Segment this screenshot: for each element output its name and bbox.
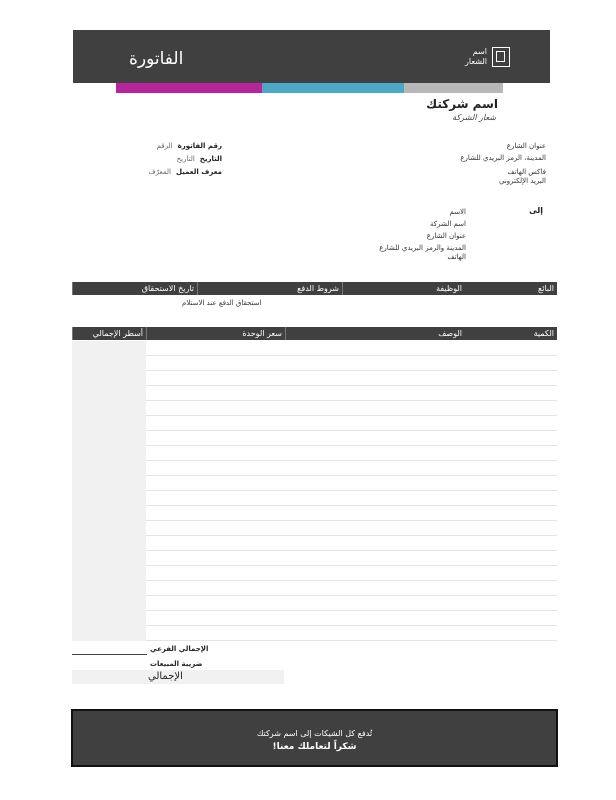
- line-total-cell: [72, 401, 146, 416]
- line-total-cell: [72, 566, 146, 581]
- recipient-street: عنوان الشارع: [426, 232, 466, 240]
- col-unit-price: سعر الوحدة: [146, 327, 285, 340]
- logo-line-2: الشعار: [465, 57, 487, 66]
- total-label: الإجمالي: [148, 671, 183, 682]
- line-total-cell: [72, 521, 146, 536]
- logo-line-1: اسم: [472, 47, 487, 56]
- table-row: [72, 611, 557, 626]
- line-total-cell: [72, 581, 146, 596]
- recipient-name: الاسم: [449, 208, 466, 216]
- customer-id-value: المعرّف: [148, 168, 171, 176]
- items-table-body: [72, 341, 557, 641]
- recipient-city-zip: المدينة والرمز البريدي للشارع: [379, 244, 466, 252]
- table-row: [72, 371, 557, 386]
- line-total-cell: [72, 371, 146, 386]
- line-total-cell: [72, 431, 146, 446]
- table-row: [72, 491, 557, 506]
- bill-to-label: إلى: [529, 206, 543, 215]
- accent-stripe-magenta: [116, 83, 262, 93]
- table-row: [72, 596, 557, 611]
- meta-invoice-number: [122, 140, 222, 153]
- sender-phone-fax: فاكس الهاتف: [507, 168, 546, 176]
- customer-id-label: معرف العميل: [176, 168, 222, 176]
- line-total-cell: [72, 446, 146, 461]
- subtotal-underline: [72, 654, 147, 655]
- meta-customer-id: [122, 166, 222, 179]
- table-row: [72, 431, 557, 446]
- invoice-header: [73, 30, 550, 83]
- table-row: [72, 356, 557, 371]
- line-total-cell: [72, 596, 146, 611]
- line-total-cell: [72, 461, 146, 476]
- table-row: [72, 506, 557, 521]
- line-total-cell: [72, 341, 146, 356]
- col-job: الوظيفة: [342, 282, 465, 295]
- recipient-address: [346, 206, 466, 263]
- line-total-cell: [72, 476, 146, 491]
- accent-stripe-blue: [262, 83, 404, 93]
- invoice-number-label: رقم الفاتورة: [177, 142, 222, 150]
- invoice-number-value: الرقم: [156, 142, 173, 150]
- line-total-cell: [72, 386, 146, 401]
- date-label: التاريخ: [199, 155, 222, 163]
- table-row: [72, 581, 557, 596]
- table-row: [72, 416, 557, 431]
- recipient-company: اسم الشركة: [430, 220, 466, 228]
- line-total-cell: [72, 356, 146, 371]
- sales-tax-label: ضريبة المبيعات: [150, 660, 203, 668]
- sender-email: البريد الإلكتروني: [499, 177, 546, 185]
- date-value: التاريخ: [176, 155, 195, 163]
- table-row: [72, 461, 557, 476]
- table-row: [72, 521, 557, 536]
- col-payment-terms: شروط الدفع: [197, 282, 342, 295]
- payment-terms-value: استحقاق الدفع عند الاستلام: [182, 299, 262, 307]
- logo-text: [465, 47, 487, 67]
- invoice-footer: [71, 709, 558, 767]
- col-seller: البائع: [538, 284, 554, 293]
- footer-checks-note: تُدفع كل الشيكات إلى اسم شركتك: [256, 729, 373, 738]
- sender-city-zip: المدينة، الرمز البريدي للشارع: [460, 154, 546, 162]
- company-slogan: شعار الشركة: [452, 113, 496, 122]
- subtotal-label: الإجمالي الفرعي: [150, 645, 209, 653]
- footer-thank-you: شكراً لتعاملك معنا!: [272, 742, 357, 752]
- col-description: الوصف: [285, 327, 465, 340]
- table-row: [72, 566, 557, 581]
- company-name: اسم شركتك: [426, 97, 498, 111]
- table-row: [72, 476, 557, 491]
- col-due-date: تاريخ الاستحقاق: [72, 282, 197, 295]
- col-line-total: أسطر الإجمالي: [72, 327, 146, 340]
- logo-icon: [492, 47, 510, 67]
- meta-date: [122, 153, 222, 166]
- line-total-cell: [72, 626, 146, 641]
- col-quantity: الكمية: [533, 329, 554, 338]
- sender-address: [396, 140, 546, 187]
- items-table-header: [72, 327, 557, 340]
- accent-stripe-gray: [404, 83, 503, 93]
- table-row: [72, 536, 557, 551]
- line-total-cell: [72, 416, 146, 431]
- line-total-cell: [72, 611, 146, 626]
- table-row: [72, 386, 557, 401]
- table-row: [72, 401, 557, 416]
- line-total-cell: [72, 491, 146, 506]
- table-row: [72, 446, 557, 461]
- line-total-cell: [72, 536, 146, 551]
- line-total-cell: [72, 551, 146, 566]
- invoice-meta: [122, 140, 222, 179]
- line-total-cell: [72, 506, 146, 521]
- table-row: [72, 341, 557, 356]
- invoice-title: الفاتورة: [129, 49, 184, 69]
- table-row: [72, 626, 557, 641]
- sender-street: عنوان الشارع: [506, 142, 546, 150]
- table-row: [72, 551, 557, 566]
- terms-table-header: [72, 282, 557, 295]
- recipient-phone: الهاتف: [447, 253, 466, 261]
